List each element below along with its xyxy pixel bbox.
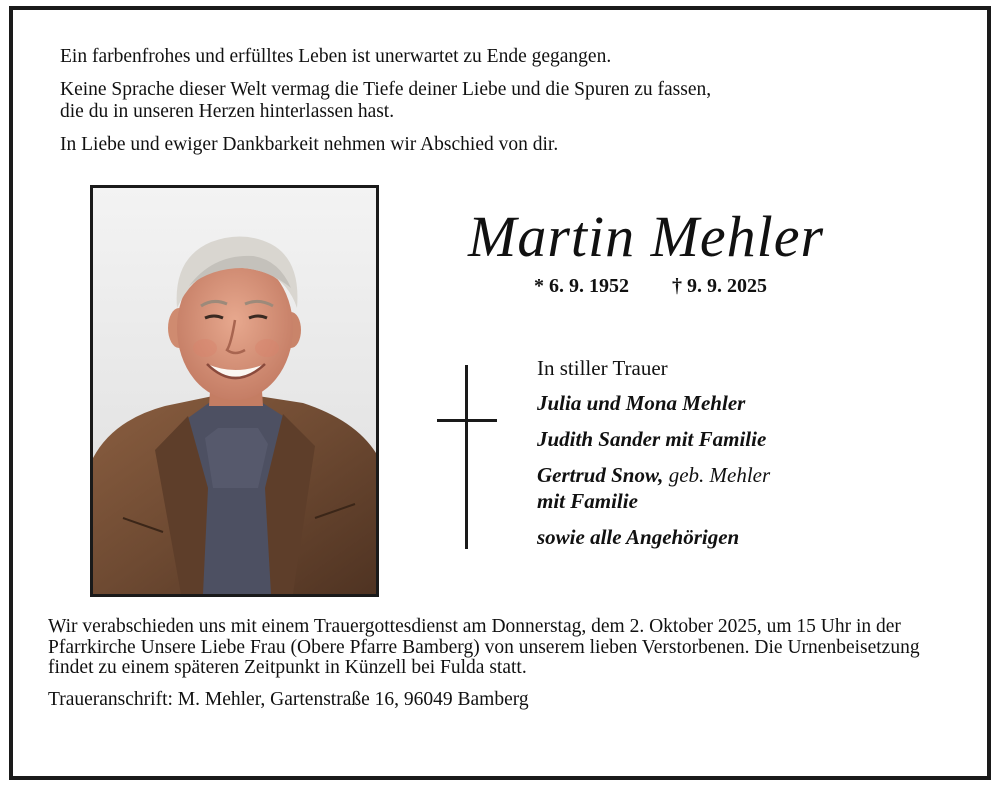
intro-line-2: Keine Sprache dieser Welt vermag die Tiefe deiner Liebe und die Spuren zu fassen, die du in unseren Herzen hinterlassen hast.: [60, 79, 712, 122]
portrait-photo: [90, 185, 379, 597]
mourner-line-1: Julia und Mona Mehler: [537, 391, 746, 415]
service-info: [48, 617, 948, 721]
mourner-line-3: [537, 462, 957, 514]
mourners-list: [537, 354, 957, 560]
intro-line-3: In Liebe und ewiger Dankbarkeit nehmen wir Abschied von dir.: [60, 134, 559, 155]
mourner-line-3-family: mit Familie: [537, 489, 638, 513]
mourner-line-4: sowie alle Angehörigen: [537, 525, 740, 549]
mourners-intro: In stiller Trauer: [537, 356, 668, 380]
portrait-illustration: [93, 188, 376, 594]
intro-line-1: Ein farbenfrohes und erfülltes Leben ist unerwartet zu Ende gegangen.: [60, 46, 612, 67]
deceased-name: Martin Mehler: [468, 204, 825, 269]
cross-icon-horizontal: [437, 419, 497, 422]
intro-text: [60, 46, 880, 167]
mourner-line-3-name: Gertrud Snow,: [537, 463, 664, 487]
mourner-line-2: Judith Sander mit Familie: [537, 427, 767, 451]
birth-date: * 6. 9. 1952: [534, 275, 629, 297]
mourning-address: Traueranschrift: M. Mehler, Gartenstraße 16, 96049 Bamberg: [48, 688, 529, 710]
service-text: Wir verabschieden uns mit einem Trauergottesdienst am Donnerstag, dem 2. Oktober 2025, um 15 Uhr in der Pfarrkirche Unsere Liebe Frau (Obere Pfarre Bamberg) von unserem lieben Verstorbenen. Die Urnenbeisetzung findet zu einem späteren Zeitpunkt in Künzell bei Fulda statt.: [48, 616, 920, 678]
cross-icon-vertical: [465, 365, 468, 549]
death-date: † 9. 9. 2025: [672, 275, 767, 297]
life-dates: [534, 275, 767, 298]
mourner-line-3-suffix: geb. Mehler: [663, 463, 771, 487]
